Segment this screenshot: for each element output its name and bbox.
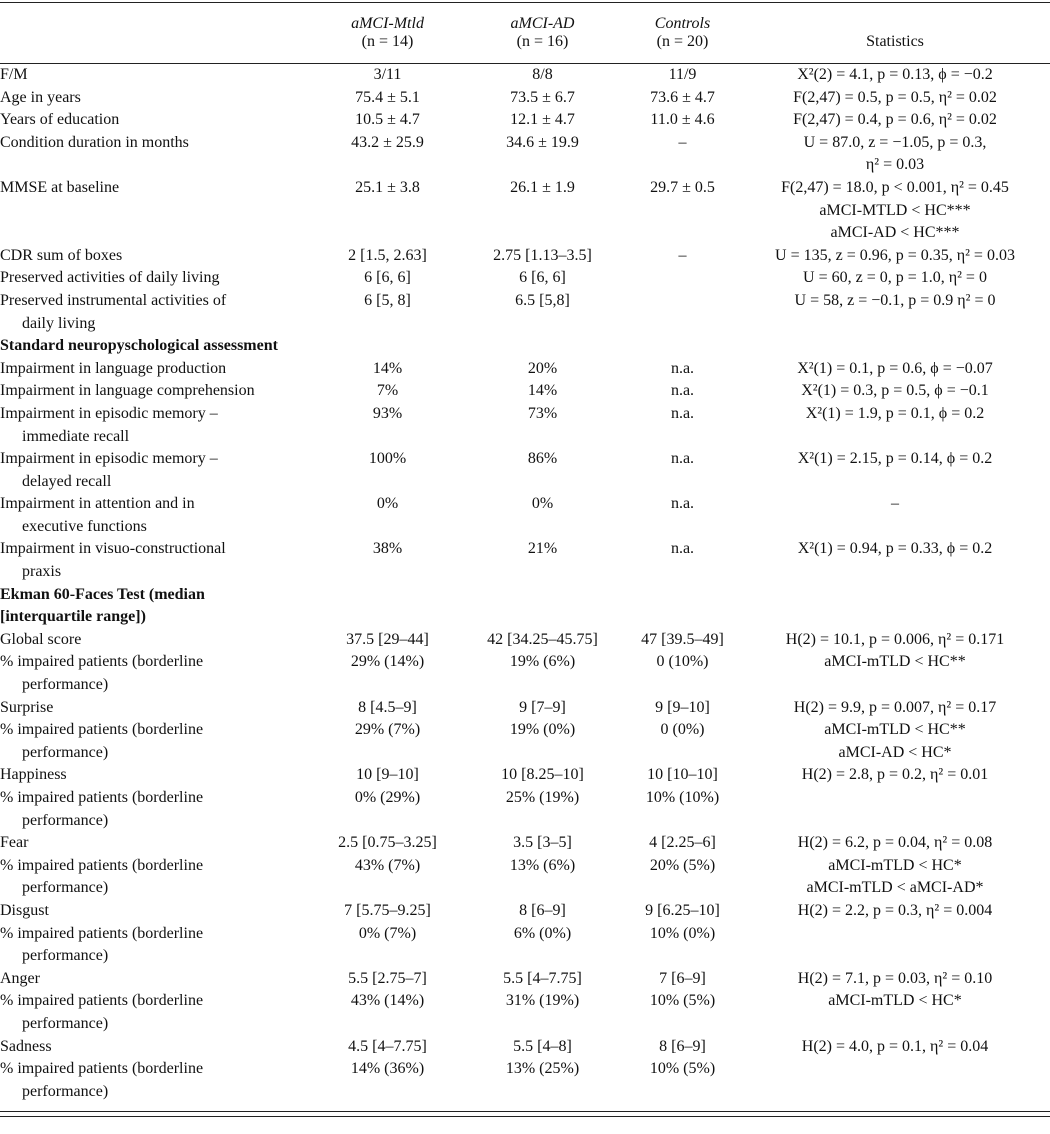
table-row (0, 64, 1050, 87)
table-row (0, 990, 1050, 1035)
label-line: performance) (22, 811, 109, 829)
label-line: Preserved activities of daily living (0, 269, 220, 287)
label-line: % impaired patients (borderline (0, 924, 204, 942)
value-cell-group-3: 20% (5%) (649, 856, 716, 874)
value-cell-group-2: 13% (6%) (509, 856, 576, 874)
label-line: Impairment in episodic memory – (0, 450, 218, 468)
row-label (0, 787, 315, 832)
statistics-cell (740, 87, 1050, 110)
empty-cell (740, 584, 1050, 629)
row-label (0, 403, 315, 448)
label-line: F/M (0, 66, 28, 83)
table-row (0, 968, 1050, 991)
statistics-line: aMCI-mTLD < HC* (828, 992, 962, 1010)
table-header (0, 3, 1050, 64)
section-heading (0, 335, 315, 358)
table-row (0, 629, 1050, 652)
statistics-line: F(2,47) = 18.0, p < 0.001, η² = 0.45 (781, 178, 1009, 196)
row-label (0, 64, 315, 87)
value-cell-group-1: 29% (7%) (354, 721, 421, 739)
label-line: Impairment in visuo-constructional (0, 540, 226, 558)
row-label (0, 923, 315, 968)
statistics-cell (740, 64, 1050, 87)
value-cell-group-3: – (678, 246, 687, 264)
value-cell-group-2: 10 [8.25–10] (501, 766, 584, 784)
statistics-line: X²(1) = 0.94, p = 0.33, ϕ = 0.2 (797, 540, 993, 558)
label-line: % impaired patients (borderline (0, 721, 204, 739)
statistics-cell (740, 764, 1050, 787)
value-cell-group-1: 43% (14%) (350, 992, 425, 1010)
row-label (0, 764, 315, 787)
statistics-line: aMCI-mTLD < HC** (824, 721, 966, 739)
table-row (0, 245, 1050, 268)
statistics-cell (740, 1058, 1050, 1103)
row-label (0, 290, 315, 335)
statistics-line: aMCI-MTLD < HC*** (819, 201, 971, 219)
statistics-cell (740, 832, 1050, 855)
label-line: praxis (22, 563, 62, 581)
statistics-line: F(2,47) = 0.5, p = 0.5, η² = 0.02 (793, 88, 997, 106)
group-n: (n = 16) (516, 33, 569, 50)
value-cell-group-3: 8 [6–9] (659, 1037, 706, 1055)
statistics-cell (740, 787, 1050, 832)
value-cell-group-1: 2.5 [0.75–3.25] (338, 834, 437, 852)
row-label (0, 109, 315, 132)
statistics-line: H(2) = 4.0, p = 0.1, η² = 0.04 (801, 1037, 989, 1055)
value-cell-group-1: 43.2 ± 25.9 (351, 133, 424, 151)
table-row (0, 493, 1050, 538)
row-label (0, 177, 315, 245)
label-line: Anger (0, 969, 40, 987)
statistics-line: aMCI-mTLD < aMCI-AD* (806, 879, 984, 897)
table-row (0, 358, 1050, 381)
header-statistics: Statistics (866, 33, 924, 50)
label-line: performance) (22, 676, 109, 694)
table-row (0, 132, 1050, 177)
statistics-line: X²(1) = 0.3, p = 0.5, ϕ = −0.1 (801, 382, 989, 400)
value-cell-group-1: 3/11 (373, 66, 402, 83)
table-row (0, 651, 1050, 696)
value-cell-group-3: 47 [39.5–49] (641, 630, 724, 648)
value-cell-group-3: n.a. (670, 450, 695, 468)
table-row (0, 923, 1050, 968)
row-label (0, 719, 315, 764)
label-line: performance) (22, 1082, 109, 1100)
value-cell-group-2: 8/8 (532, 66, 553, 83)
value-cell-group-2: 2.75 [1.13–3.5] (493, 246, 592, 264)
statistics-line: U = 60, z = 0, p = 1.0, η² = 0 (803, 269, 987, 287)
group-name: Controls (654, 15, 711, 32)
statistics-line: U = 87.0, z = −1.05, p = 0.3, (803, 133, 987, 151)
label-line: Fear (0, 834, 29, 852)
section-heading (0, 584, 315, 629)
value-cell-group-3: 10% (10%) (645, 789, 720, 806)
value-cell-group-1: 25.1 ± 3.8 (355, 178, 420, 196)
value-cell-group-3: 73.6 ± 4.7 (650, 88, 715, 106)
row-label (0, 245, 315, 268)
statistics-line: aMCI-mTLD < HC* (828, 856, 962, 874)
value-cell-group-2: 26.1 ± 1.9 (510, 178, 575, 196)
label-line: Impairment in episodic memory – (0, 404, 218, 422)
value-cell-group-1: 38% (372, 540, 403, 558)
row-label (0, 538, 315, 583)
value-cell-group-3: 10 [10–10] (647, 766, 718, 784)
group-name: aMCI-AD (510, 15, 575, 32)
statistics-cell (740, 267, 1050, 290)
label-line: Age in years (0, 88, 81, 106)
value-cell-group-3: 10% (0%) (649, 924, 716, 942)
value-cell-group-2: 3.5 [3–5] (513, 834, 572, 852)
label-line: delayed recall (22, 472, 112, 490)
label-line: Global score (0, 630, 82, 648)
table-body (0, 64, 1050, 1104)
label-line: performance) (22, 1014, 109, 1032)
statistics-cell (740, 719, 1050, 764)
table-row (0, 290, 1050, 335)
label-line: Condition duration in months (0, 133, 189, 151)
empty-cell (315, 335, 460, 358)
value-cell-group-1: 75.4 ± 5.1 (355, 88, 420, 106)
value-cell-group-2: 6 [6, 6] (519, 269, 566, 287)
header-label-cell (0, 3, 315, 64)
group-name: aMCI-Mtld (351, 15, 424, 32)
value-cell-group-2: 34.6 ± 19.9 (506, 133, 579, 151)
empty-cell (625, 335, 740, 358)
statistics-line: – (891, 495, 899, 513)
value-cell-group-1: 14% (36%) (350, 1060, 425, 1078)
table-row (0, 177, 1050, 245)
value-cell-group-2: 5.5 [4–8] (513, 1037, 572, 1055)
label-line: Impairment in language comprehension (0, 382, 255, 400)
value-cell-group-2: 20% (527, 359, 558, 377)
value-cell-group-3: 11.0 ± 4.6 (650, 111, 715, 129)
value-cell-group-1: 0% (7%) (358, 924, 417, 942)
statistics-line: U = 135, z = 0.96, p = 0.35, η² = 0.03 (775, 246, 1015, 264)
section-row (0, 335, 1050, 358)
row-label (0, 493, 315, 538)
table-row (0, 448, 1050, 493)
label-line: % impaired patients (borderline (0, 856, 204, 874)
row-label (0, 358, 315, 381)
statistics-cell (740, 448, 1050, 493)
row-label (0, 900, 315, 923)
value-cell-group-3: n.a. (670, 359, 695, 377)
value-cell-group-2: 13% (25%) (505, 1060, 580, 1078)
row-label (0, 87, 315, 110)
value-cell-group-1: 5.5 [2.75–7] (348, 969, 427, 987)
value-cell-group-1: 43% (7%) (354, 856, 421, 874)
label-line: executive functions (22, 517, 147, 535)
label-line: Surprise (0, 698, 54, 716)
value-cell-group-2: 86% (527, 450, 558, 468)
statistics-cell (740, 358, 1050, 381)
label-line: Impairment in attention and in (0, 495, 195, 513)
value-cell-group-1: 2 [1.5, 2.63] (348, 246, 427, 264)
statistics-cell (740, 132, 1050, 177)
statistics-cell (740, 1036, 1050, 1059)
statistics-line: η² = 0.03 (865, 156, 925, 174)
value-cell-group-2: 5.5 [4–7.75] (503, 969, 582, 987)
statistics-line: F(2,47) = 0.4, p = 0.6, η² = 0.02 (793, 111, 997, 129)
statistics-cell (740, 403, 1050, 448)
statistics-cell (740, 900, 1050, 923)
value-cell-group-3: – (678, 133, 687, 151)
statistics-line: H(2) = 9.9, p = 0.007, η² = 0.17 (793, 698, 997, 716)
statistics-line: H(2) = 10.1, p = 0.006, η² = 0.171 (785, 630, 1005, 648)
statistics-line: aMCI-mTLD < HC** (824, 653, 966, 671)
statistics-line: H(2) = 2.8, p = 0.2, η² = 0.01 (801, 766, 989, 784)
value-cell-group-2: 6% (0%) (513, 924, 572, 942)
label-line: % impaired patients (borderline (0, 1060, 204, 1078)
value-cell-group-2: 73% (527, 404, 558, 422)
value-cell-group-1: 29% (14%) (350, 653, 425, 671)
value-cell-group-3: n.a. (670, 540, 695, 558)
row-label (0, 855, 315, 900)
value-cell-group-3: n.a. (670, 404, 695, 422)
statistics-line: U = 58, z = −0.1, p = 0.9 η² = 0 (794, 291, 996, 309)
value-cell-group-2: 31% (19%) (505, 992, 580, 1010)
value-cell-group-1: 100% (368, 450, 407, 468)
value-cell-group-3: 9 [6.25–10] (645, 901, 720, 919)
statistics-cell (740, 855, 1050, 900)
statistics-cell (740, 290, 1050, 335)
label-line: Impairment in language production (0, 359, 227, 377)
label-line: immediate recall (22, 427, 130, 445)
statistics-line: X²(2) = 4.1, p = 0.13, ϕ = −0.2 (797, 66, 993, 83)
label-line: % impaired patients (borderline (0, 992, 204, 1010)
value-cell-group-3: 10% (5%) (649, 1060, 716, 1078)
label-line: performance) (22, 879, 109, 897)
statistics-cell (740, 968, 1050, 991)
value-cell-group-1: 0% (29%) (354, 789, 421, 806)
value-cell-group-3: n.a. (670, 495, 695, 513)
statistics-cell (740, 651, 1050, 696)
table-row (0, 87, 1050, 110)
value-cell-group-3: 4 [2.25–6] (649, 834, 716, 852)
header-group-2 (460, 3, 625, 64)
value-cell-group-2: 19% (6%) (509, 653, 576, 671)
value-cell-group-1: 7 [5.75–9.25] (344, 901, 431, 919)
value-cell-group-3: 29.7 ± 0.5 (650, 178, 715, 196)
empty-cell (740, 335, 1050, 358)
table-row (0, 855, 1050, 900)
table-row (0, 1058, 1050, 1103)
table-row (0, 538, 1050, 583)
statistics-cell (740, 697, 1050, 720)
row-label (0, 267, 315, 290)
statistics-line: H(2) = 6.2, p = 0.04, η² = 0.08 (797, 834, 993, 852)
row-label (0, 1058, 315, 1103)
table-row (0, 403, 1050, 448)
empty-cell (460, 584, 625, 629)
value-cell-group-1: 14% (372, 359, 403, 377)
value-cell-group-2: 21% (527, 540, 558, 558)
statistics-line: H(2) = 2.2, p = 0.3, η² = 0.004 (797, 901, 993, 919)
value-cell-group-3: 0 (10%) (656, 653, 709, 671)
table-row (0, 900, 1050, 923)
table-row (0, 697, 1050, 720)
label-line: Disgust (0, 901, 49, 919)
statistics-line: aMCI-AD < HC*** (830, 224, 960, 242)
statistics-line: X²(1) = 2.15, p = 0.14, ϕ = 0.2 (797, 450, 993, 468)
label-line: performance) (22, 743, 109, 761)
table-row (0, 719, 1050, 764)
label-line: Sadness (0, 1037, 52, 1055)
value-cell-group-3: 11/9 (668, 66, 697, 83)
row-label (0, 832, 315, 855)
label-line: % impaired patients (borderline (0, 653, 204, 671)
row-label (0, 968, 315, 991)
value-cell-group-3: 7 [6–9] (659, 969, 706, 987)
value-cell-group-2: 8 [6–9] (519, 901, 566, 919)
row-label (0, 448, 315, 493)
label-line: MMSE at baseline (0, 178, 120, 196)
row-label (0, 629, 315, 652)
section-row (0, 584, 1050, 629)
table-row (0, 109, 1050, 132)
row-label (0, 380, 315, 403)
table-row (0, 832, 1050, 855)
value-cell-group-1: 6 [6, 6] (364, 269, 411, 287)
demographics-table (0, 3, 1050, 1103)
value-cell-group-1: 8 [4.5–9] (358, 698, 417, 716)
value-cell-group-2: 14% (527, 382, 558, 400)
value-cell-group-1: 0% (376, 495, 399, 513)
label-line: Happiness (0, 766, 67, 784)
value-cell-group-2: 0% (531, 495, 554, 513)
value-cell-group-3 (625, 267, 740, 290)
statistics-cell (740, 538, 1050, 583)
header-group-3 (625, 3, 740, 64)
statistics-line: X²(1) = 1.9, p = 0.1, ϕ = 0.2 (805, 404, 985, 422)
statistics-cell (740, 629, 1050, 652)
statistics-cell (740, 380, 1050, 403)
table-row (0, 1036, 1050, 1059)
table-row (0, 267, 1050, 290)
group-n: (n = 20) (656, 33, 709, 50)
header-group-1 (315, 3, 460, 64)
table-row (0, 787, 1050, 832)
row-label (0, 990, 315, 1035)
empty-cell (625, 584, 740, 629)
statistics-cell (740, 109, 1050, 132)
value-cell-group-2: 19% (0%) (509, 721, 576, 739)
label-line: CDR sum of boxes (0, 246, 123, 264)
label-line: Ekman 60-Faces Test (median (0, 585, 205, 603)
statistics-line: aMCI-AD < HC* (838, 743, 952, 761)
value-cell-group-1: 10 [9–10] (356, 766, 419, 784)
statistics-line: H(2) = 7.1, p = 0.03, η² = 0.10 (797, 969, 993, 987)
label-line: performance) (22, 947, 109, 965)
group-n: (n = 14) (361, 33, 414, 50)
value-cell-group-3: 9 [9–10] (655, 698, 710, 716)
value-cell-group-3 (625, 290, 740, 335)
row-label (0, 1036, 315, 1059)
value-cell-group-1: 37.5 [29–44] (346, 630, 429, 648)
value-cell-group-2: 25% (19%) (505, 789, 580, 806)
row-label (0, 651, 315, 696)
statistics-line: X²(1) = 0.1, p = 0.6, ϕ = −0.07 (797, 359, 993, 377)
label-line: Years of education (0, 111, 120, 129)
label-line: Preserved instrumental activities of (0, 291, 227, 309)
empty-cell (315, 584, 460, 629)
value-cell-group-2: 9 [7–9] (519, 698, 566, 716)
value-cell-group-1: 7% (376, 382, 399, 400)
table-row (0, 764, 1050, 787)
value-cell-group-3: n.a. (670, 382, 695, 400)
value-cell-group-1: 93% (372, 404, 403, 422)
statistics-cell (740, 493, 1050, 538)
statistics-cell (740, 177, 1050, 245)
value-cell-group-3: 10% (5%) (649, 992, 716, 1010)
label-line: daily living (22, 314, 96, 332)
value-cell-group-2: 73.5 ± 6.7 (510, 88, 575, 106)
row-label (0, 132, 315, 177)
label-line: Standard neuropyschological assessment (0, 337, 278, 355)
value-cell-group-1: 6 [5, 8] (364, 291, 411, 309)
value-cell-group-2: 12.1 ± 4.7 (510, 111, 575, 129)
value-cell-group-1: 4.5 [4–7.75] (348, 1037, 427, 1055)
label-line: [interquartile range]) (0, 608, 146, 626)
statistics-cell (740, 245, 1050, 268)
row-label (0, 697, 315, 720)
value-cell-group-1: 10.5 ± 4.7 (355, 111, 420, 129)
statistics-cell (740, 923, 1050, 968)
label-line: % impaired patients (borderline (0, 789, 204, 806)
table-row (0, 380, 1050, 403)
bottom-rule (0, 1111, 1050, 1117)
value-cell-group-2: 42 [34.25–45.75] (487, 630, 598, 648)
value-cell-group-2: 6.5 [5,8] (515, 291, 570, 309)
value-cell-group-3: 0 (0%) (660, 721, 705, 739)
statistics-cell (740, 990, 1050, 1035)
empty-cell (460, 335, 625, 358)
